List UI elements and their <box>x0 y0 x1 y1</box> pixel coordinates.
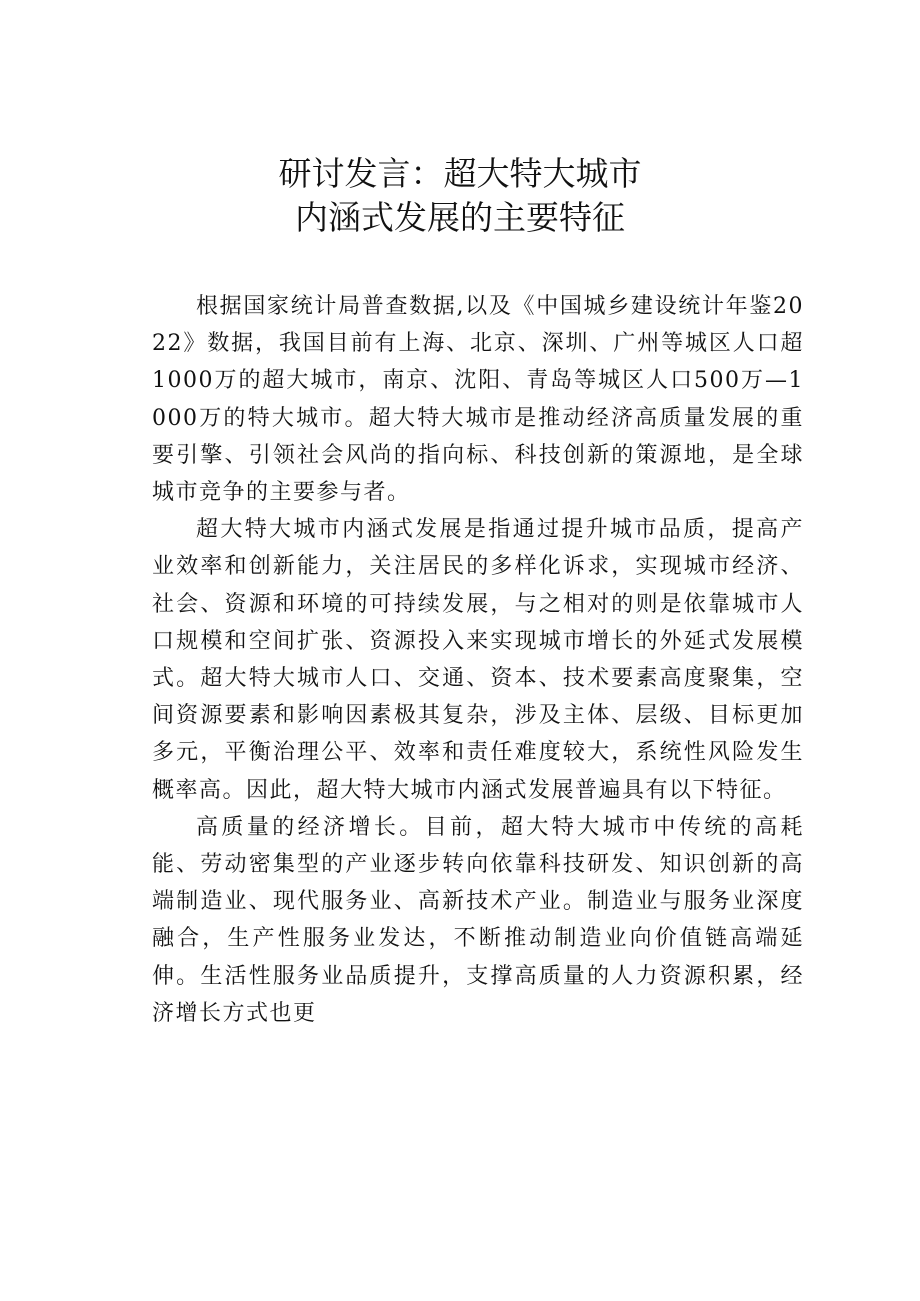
title-line-2: 内涵式发展的主要特征 <box>295 198 625 237</box>
paragraph-economic-growth: 高质量的经济增长。目前，超大特大城市中传统的高耗能、劳动密集型的产业逐步转向依靠科技研发、知识创新的高端制造业、现代服务业、高新技术产业。制造业与服务业深度融合，生产性服务业发达，不断推动制造业向价值链高端延伸。生活性服务业品质提升，支撑高质量的人力资源积累，经济增长方式也更 <box>152 814 804 1026</box>
paragraph-intro: 根据国家统计局普查数据,以及《中国城乡建设统计年鉴2022》数据，我国目前有上海、北京、深圳、广州等城区人口超1000万的超大城市，南京、沈阳、青岛等城区人口500万—1000万的特大城市。超大特大城市是推动经济高质量发展的重要引擎、引领社会风尚的指向标、科技创新的策源地，是全球城市竞争的主要参与者。 <box>152 294 804 506</box>
paragraph-definition: 超大特大城市内涵式发展是指通过提升城市品质，提高产业效率和创新能力，关注居民的多样化诉求，实现城市经济、社会、资源和环境的可持续发展，与之相对的则是依靠城市人口规模和空间扩张、资源投入来实现城市增长的外延式发展模式。超大特大城市人口、交通、资本、技术要素高度聚集，空间资源要素和影响因素极其复杂，涉及主体、层级、目标更加多元，平衡治理公平、效率和责任难度较大，系统性风险发生概率高。因此，超大特大城市内涵式发展普遍具有以下特征。 <box>152 517 804 803</box>
document-body <box>152 288 804 1032</box>
document-title <box>0 152 920 240</box>
title-line-1: 研讨发言：超大特大城市 <box>278 154 642 193</box>
